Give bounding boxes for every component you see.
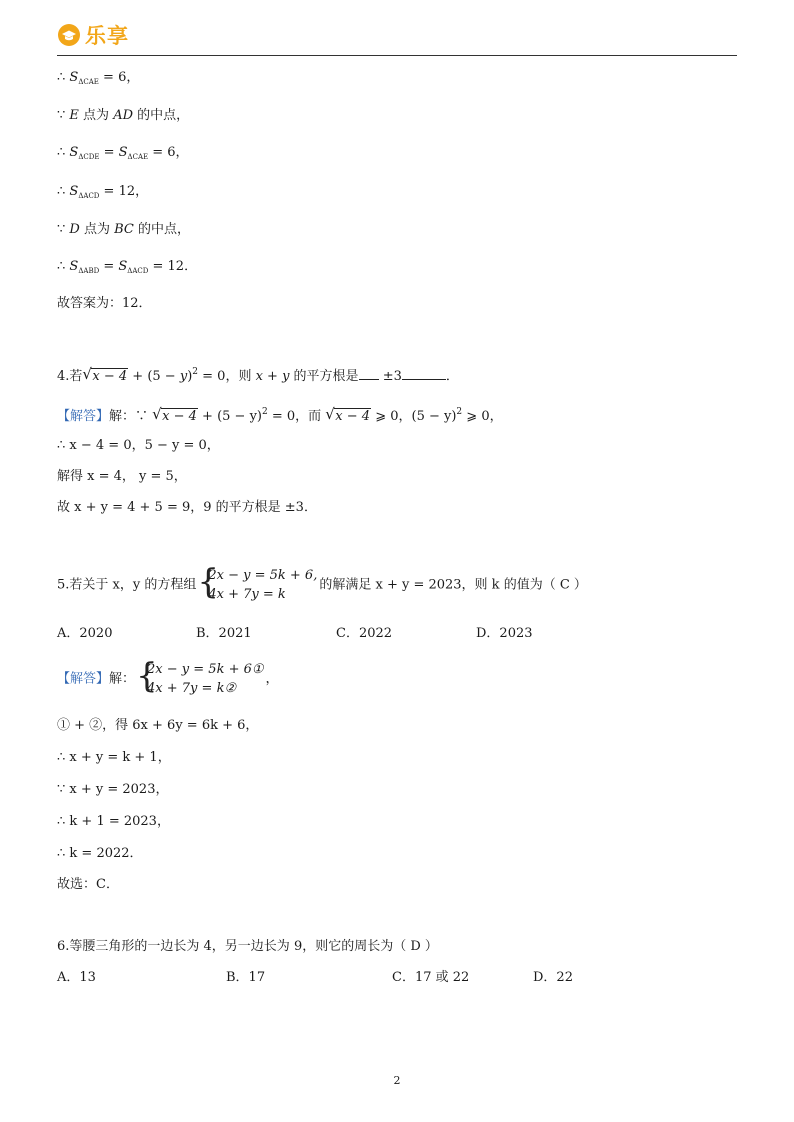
q4-stem: 4.若 √ $x - 4 + (5 - y)^2 = 0$，则 x + y 的平方根是 ±3 ． <box>57 362 459 387</box>
equation-system: { 2x − y = 5k + 6, 4x + 7y = k <box>197 562 318 602</box>
q3-line-6: ∴ $S_{\Delta ABD} = S_{\Delta ACD} = 12$． <box>57 259 198 275</box>
q6-option-a: A．13 <box>57 970 96 985</box>
page-number: 2 <box>393 1074 401 1087</box>
q3-line-5: ∵ D 点为 BC 的中点， <box>57 222 191 237</box>
q5-solution-line-5: ∴ k + 1 = 2023， <box>57 814 170 829</box>
q4-solution-line-2: ∴ x − 4 = 0，5 − y = 0， <box>57 438 220 453</box>
solution-tag: 【解答】 <box>57 671 110 687</box>
sqrt-expression: √ x − 4 <box>82 365 128 384</box>
solution-tag: 【解答】 <box>57 409 110 424</box>
logo <box>57 20 129 50</box>
q4-solution-line-1: 【解答】解：∵ √ $x - 4 + (5 - y)^2 = 0$，而 √ x − 4 ⩾ 0，$(5 - y)^2$ ⩾ 0， <box>57 405 503 424</box>
logo-text: 乐享 <box>85 24 129 48</box>
q5-solution-line-7: 故选：C． <box>57 877 119 892</box>
q4-answer: ±3 <box>382 369 402 384</box>
q3-line-1: ∴ $S_{\Delta CAE} = 6$， <box>57 70 140 86</box>
q6-stem: 6.等腰三角形的一边长为 4，另一边长为 9，则它的周长为（ D ） <box>57 939 438 954</box>
q5-option-c: C．2022 <box>336 626 393 641</box>
q5-solution-line-2: ① + ②，得 6x + 6y = 6k + 6， <box>57 718 259 733</box>
q3-answer: 故答案为：12． <box>57 296 152 311</box>
q6-option-d: D．22 <box>533 970 573 985</box>
q4-solution-line-3: 解得 x = 4， y = 5， <box>57 469 187 484</box>
q5-stem: 5.若关于 x，y 的方程组 { 2x − y = 5k + 6, 4x + 7y = k 的解满足 x + y = 2023，则 k 的值为（ C ） <box>57 562 587 602</box>
q5-option-d: D．2023 <box>476 626 533 641</box>
q6-answer: D <box>410 939 421 954</box>
q5-solution-line-4: ∵ x + y = 2023， <box>57 782 169 797</box>
q5-answer: C <box>559 577 570 593</box>
q3-line-4: ∴ $S_{\Delta ACD} = 12$， <box>57 184 149 200</box>
page-header <box>57 18 737 56</box>
q3-line-3: ∴ $S_{\Delta CDE} = S_{\Delta CAE} = 6$， <box>57 145 189 161</box>
graduation-cap-icon <box>57 23 81 47</box>
q5-option-a: A．2020 <box>57 626 113 641</box>
q5-solution-line-3: ∴ x + y = k + 1， <box>57 750 171 765</box>
q4-solution-line-4: 故 x + y = 4 + 5 = 9，9 的平方根是 ±3． <box>57 500 317 515</box>
equation-system: { 2x − y = 5k + 6① 4x + 7y = k② <box>136 656 264 696</box>
q6-option-b: B．17 <box>226 970 266 985</box>
header-divider <box>57 55 737 56</box>
q5-solution-line-6: ∴ k = 2022． <box>57 846 143 861</box>
q5-option-b: B．2021 <box>196 626 252 641</box>
q5-solution-line-1: 【解答】解： { 2x − y = 5k + 6① 4x + 7y = k② ， <box>57 656 279 696</box>
q6-option-c: C．17 或 22 <box>392 970 470 985</box>
q3-line-2: ∵ E 点为 AD 的中点， <box>57 108 190 123</box>
